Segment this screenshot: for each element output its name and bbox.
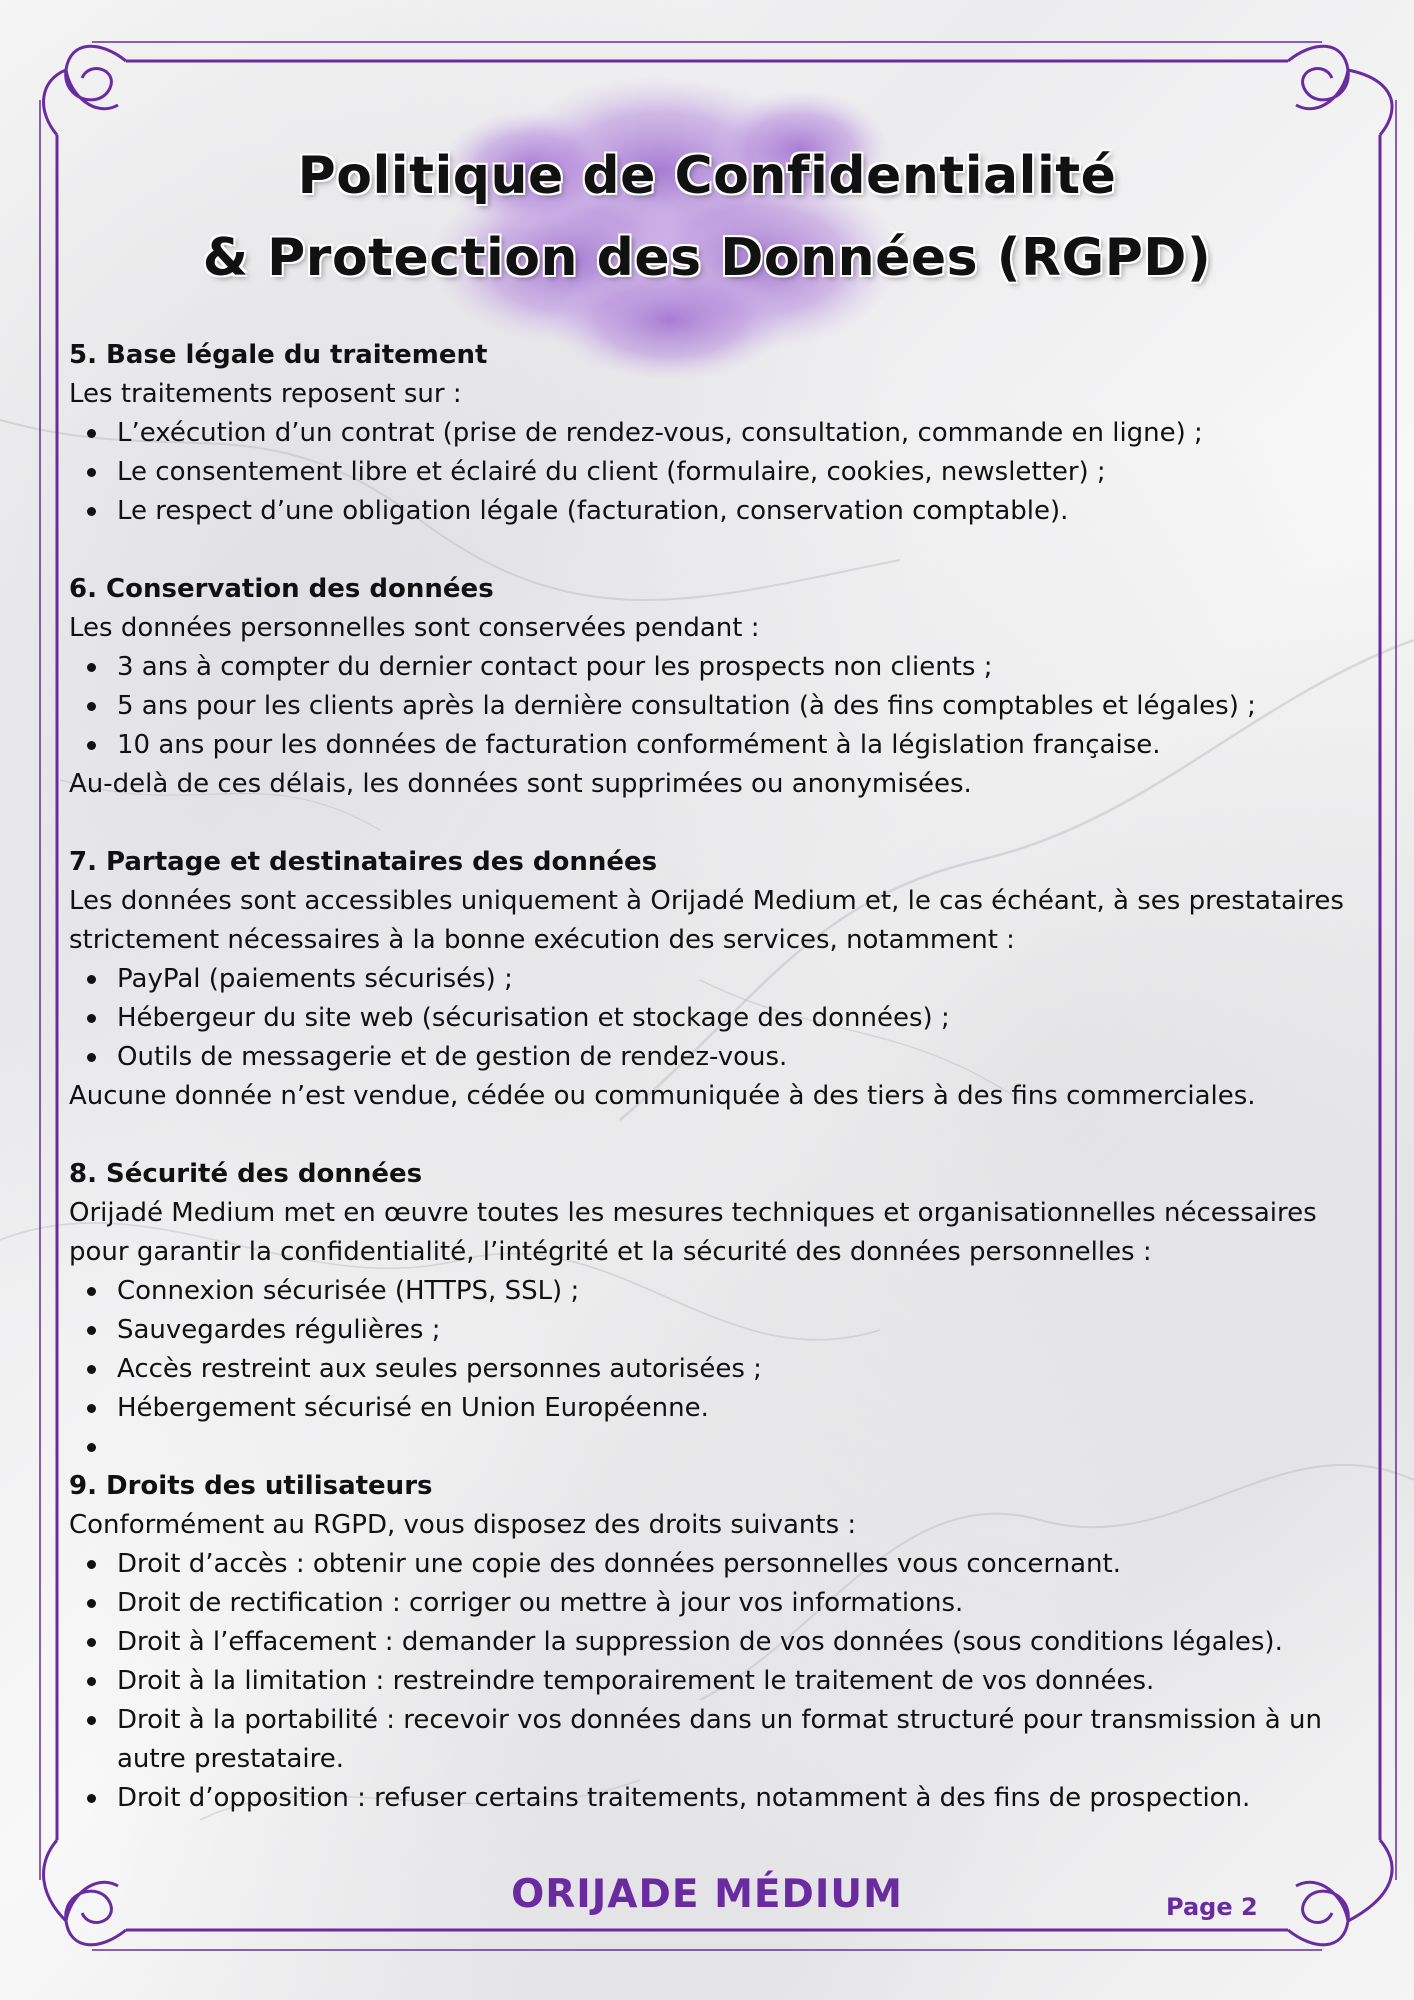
list-item: Droit de rectification : corriger ou mettre à jour vos informations. xyxy=(69,1584,1359,1623)
list-item: Droit à la portabilité : recevoir vos données dans un format structuré pour transmission à un autre prestataire. xyxy=(69,1701,1359,1779)
list-item: Droit d’opposition : refuser certains traitements, notamment à des fins de prospection. xyxy=(69,1779,1359,1818)
page-title-line-2: & Protection des Données (RGPD) xyxy=(202,228,1212,288)
list-item: Droit à l’effacement : demander la suppression de vos données (sous conditions légales). xyxy=(69,1623,1359,1662)
section-heading: 9. Droits des utilisateurs xyxy=(69,1471,433,1501)
section-intro: Les données sont accessibles uniquement à Orijadé Medium et, le cas échéant, à ses prestataires strictement nécessaires à la bonne exécution des services, notamment : xyxy=(69,886,1344,955)
list-item: 3 ans à compter du dernier contact pour les prospects non clients ; xyxy=(69,648,1359,687)
page-number: Page 2 xyxy=(1166,1893,1258,1921)
bullet-list xyxy=(69,960,1359,1077)
list-item: PayPal (paiements sécurisés) ; xyxy=(69,960,1359,999)
bullet-list xyxy=(69,648,1359,765)
list-item: 10 ans pour les données de facturation conformément à la législation française. xyxy=(69,726,1359,765)
section-outro: Aucune donnée n’est vendue, cédée ou communiquée à des tiers à des fins commerciales. xyxy=(69,1081,1256,1111)
list-item: Outils de messagerie et de gestion de rendez-vous. xyxy=(69,1038,1359,1077)
section-heading: 6. Conservation des données xyxy=(69,574,494,604)
list-item-empty xyxy=(69,1428,1359,1467)
list-item: Droit d’accès : obtenir une copie des données personnelles vous concernant. xyxy=(69,1545,1359,1584)
list-item: Accès restreint aux seules personnes autorisées ; xyxy=(69,1350,1359,1389)
section-intro: Orijadé Medium met en œuvre toutes les mesures techniques et organisationnelles nécessaires pour garantir la confidentialité, l’intégrité et la sécurité des données personnelles : xyxy=(69,1198,1317,1267)
section-intro: Conformément au RGPD, vous disposez des droits suivants : xyxy=(69,1510,857,1540)
section-intro: Les données personnelles sont conservées pendant : xyxy=(69,613,760,643)
list-item: L’exécution d’un contrat (prise de rendez-vous, consultation, commande en ligne) ; xyxy=(69,414,1359,453)
section-intro: Les traitements reposent sur : xyxy=(69,379,462,409)
list-item: 5 ans pour les clients après la dernière consultation (à des fins comptables et légales) ; xyxy=(69,687,1359,726)
list-item: Hébergeur du site web (sécurisation et stockage des données) ; xyxy=(69,999,1359,1038)
list-item: Sauvegardes régulières ; xyxy=(69,1311,1359,1350)
list-item: Le consentement libre et éclairé du client (formulaire, cookies, newsletter) ; xyxy=(69,453,1359,492)
bullet-list xyxy=(69,1272,1359,1467)
list-item: Connexion sécurisée (HTTPS, SSL) ; xyxy=(69,1272,1359,1311)
section-heading: 8. Sécurité des données xyxy=(69,1159,423,1189)
list-item: Le respect d’une obligation légale (facturation, conservation comptable). xyxy=(69,492,1359,531)
section-heading: 5. Base légale du traitement xyxy=(69,340,488,370)
section-outro: Au-delà de ces délais, les données sont supprimées ou anonymisées. xyxy=(69,769,972,799)
document-body xyxy=(69,336,1359,1818)
section-heading: 7. Partage et destinataires des données xyxy=(69,847,658,877)
bullet-list xyxy=(69,1545,1359,1818)
list-item: Hébergement sécurisé en Union Européenne. xyxy=(69,1389,1359,1428)
footer-brand: ORIJADE MÉDIUM xyxy=(511,1872,903,1917)
list-item: Droit à la limitation : restreindre temporairement le traitement de vos données. xyxy=(69,1662,1359,1701)
page-title-line-1: Politique de Confidentialité xyxy=(297,146,1117,206)
bullet-list xyxy=(69,414,1359,531)
